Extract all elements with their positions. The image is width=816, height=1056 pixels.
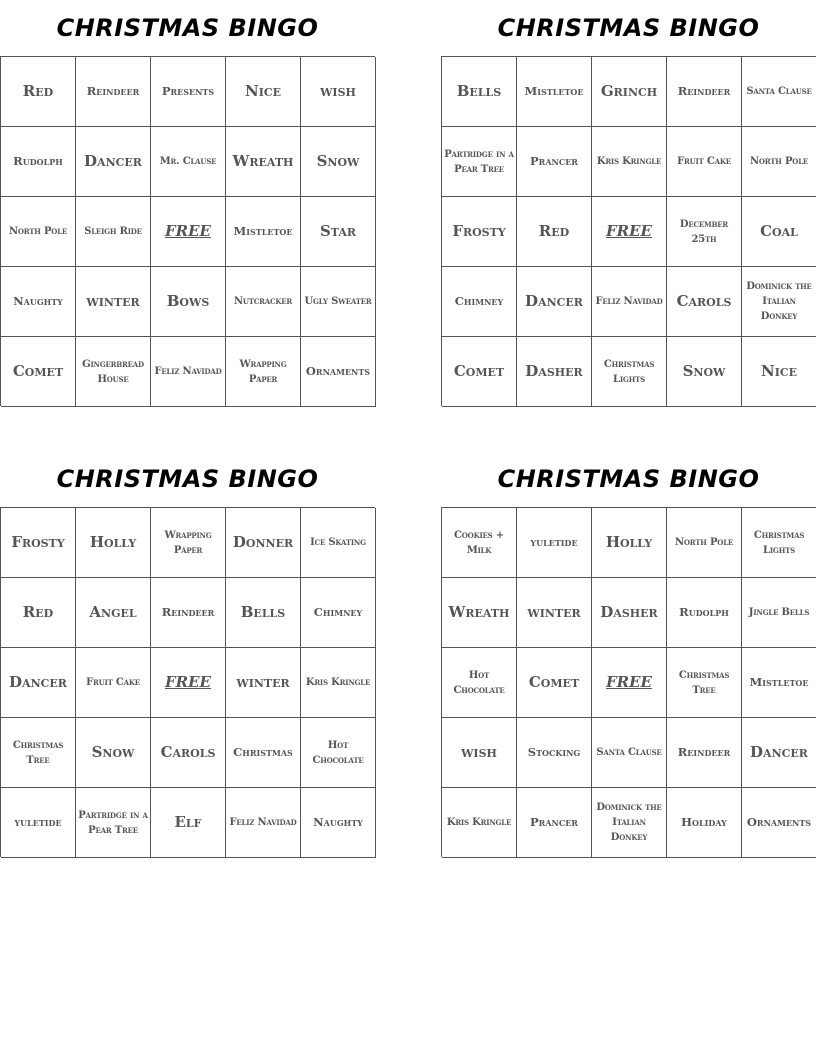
bingo-cell-label: Naughty (313, 815, 363, 829)
bingo-cell (442, 508, 517, 578)
bingo-cell-label: Fruit Cake (677, 156, 731, 167)
bingo-cell (301, 197, 376, 267)
bingo-cell-label: Christmas Tree (12, 739, 64, 766)
bingo-cell (667, 57, 742, 127)
bingo-cell-label: Mr. Clause (159, 156, 217, 167)
bingo-card-2 (441, 0, 816, 406)
bingo-cell-label: yuletide (530, 535, 578, 549)
bingo-cell (226, 508, 301, 578)
card-title: CHRISTMAS BINGO (56, 465, 319, 493)
bingo-cell-label: Reindeer (86, 84, 140, 98)
bingo-cell (667, 718, 742, 788)
bingo-cell (151, 718, 226, 788)
bingo-cell-label: Gingerbread House (82, 358, 144, 385)
bingo-cell-label: Fruit Cake (86, 677, 140, 688)
bingo-cell (1, 127, 76, 197)
bingo-cell-label: Prancer (530, 154, 578, 168)
bingo-cell (76, 508, 151, 578)
bingo-cell (442, 648, 517, 718)
bingo-cell (742, 508, 816, 578)
bingo-cell (742, 57, 816, 127)
bingo-cell-label: Feliz Navidad (595, 296, 663, 307)
bingo-cell (1, 267, 76, 337)
bingo-cell (1, 337, 76, 407)
bingo-cell (226, 648, 301, 718)
bingo-cell-label: Mistletoe (749, 675, 809, 689)
bingo-cell-label: Feliz Navidad (229, 817, 297, 828)
card-title: CHRISTMAS BINGO (497, 14, 760, 42)
bingo-cell-label: Bells (240, 603, 286, 621)
bingo-cell-label: Star (319, 222, 357, 240)
bingo-cell-label: Nutcracker (233, 296, 293, 307)
bingo-cell (592, 788, 667, 858)
bingo-cell-label: Red (22, 82, 54, 100)
bingo-cell-label: Comet (528, 673, 580, 691)
bingo-cell-label: Wreath (232, 152, 294, 170)
bingo-cell-label: Stocking (527, 745, 581, 759)
bingo-cell-label: Santa Clause (746, 86, 812, 97)
bingo-cell-label: Dancer (9, 673, 67, 691)
bingo-cell-label: wish (320, 82, 356, 100)
bingo-cell-label: Ornaments (746, 815, 812, 829)
bingo-cell (76, 197, 151, 267)
bingo-cell (301, 718, 376, 788)
bingo-cell-label: Grinch (600, 82, 658, 100)
bingo-cell-label: Holly (605, 533, 653, 551)
bingo-cell (226, 197, 301, 267)
bingo-grid (0, 56, 375, 406)
bingo-cell (226, 57, 301, 127)
bingo-cell-label: Kris Kringle (305, 677, 371, 688)
bingo-cell (301, 127, 376, 197)
bingo-cell-label: Mistletoe (233, 224, 293, 238)
bingo-grid (441, 56, 816, 406)
bingo-cell-label: Christmas Lights (753, 529, 805, 556)
bingo-cell-label: Christmas Lights (603, 358, 655, 385)
bingo-cell-label: Frosty (452, 222, 506, 240)
bingo-cell (592, 337, 667, 407)
bingo-cell (517, 127, 592, 197)
bingo-cell-label: Comet (12, 362, 64, 380)
bingo-cell-label: Ice Skating (310, 537, 366, 548)
bingo-cell-label: Snow (682, 362, 726, 380)
bingo-cell-label: Naughty (13, 294, 63, 308)
bingo-cell (76, 57, 151, 127)
free-space-cell (592, 197, 667, 267)
bingo-cell (226, 337, 301, 407)
bingo-cell-label: Jingle Bells (748, 607, 810, 618)
bingo-cell (667, 508, 742, 578)
bingo-cell-label: Chimney (454, 294, 504, 308)
bingo-cell (667, 267, 742, 337)
bingo-cell-label: Kris Kringle (446, 817, 512, 828)
bingo-cell-label: Rudolph (13, 154, 63, 168)
bingo-cell (301, 267, 376, 337)
bingo-cell-label: Hot Chocolate (312, 739, 364, 766)
bingo-cell (301, 788, 376, 858)
bingo-cell (742, 337, 816, 407)
bingo-cell (592, 267, 667, 337)
bingo-cell (742, 788, 816, 858)
bingo-cell-label: Dominick the Italian Donkey (596, 802, 662, 843)
bingo-cell (442, 337, 517, 407)
bingo-cell-label: FREE (606, 673, 652, 691)
bingo-cell (76, 788, 151, 858)
bingo-cell-label: Elf (174, 813, 202, 831)
bingo-cell (742, 267, 816, 337)
bingo-cell-label: Prancer (530, 815, 578, 829)
free-space-cell (151, 197, 226, 267)
bingo-card-3 (0, 451, 375, 857)
bingo-cell (301, 337, 376, 407)
bingo-cell-label: Carols (160, 743, 216, 761)
bingo-cell-label: Snow (316, 152, 360, 170)
bingo-cell (667, 197, 742, 267)
bingo-grid (0, 507, 375, 857)
bingo-cell (226, 788, 301, 858)
bingo-cell (226, 267, 301, 337)
bingo-cell (442, 718, 517, 788)
bingo-cell (517, 718, 592, 788)
bingo-cell (301, 578, 376, 648)
bingo-cell (151, 127, 226, 197)
bingo-cell (151, 267, 226, 337)
bingo-cell (226, 578, 301, 648)
bingo-cell (742, 648, 816, 718)
bingo-cell (517, 788, 592, 858)
bingo-cell-label: Christmas Tree (678, 669, 730, 696)
bingo-cell-label: Wrapping Paper (164, 529, 212, 556)
bingo-cell (226, 127, 301, 197)
bingo-cell-label: Dasher (600, 603, 658, 621)
bingo-cell (442, 57, 517, 127)
bingo-cell (517, 337, 592, 407)
bingo-cell-label: North Pole (8, 226, 68, 237)
bingo-cell-label: Dasher (525, 362, 583, 380)
bingo-cell-label: Bows (166, 292, 210, 310)
bingo-cell-label: Dancer (84, 152, 142, 170)
bingo-cell (76, 648, 151, 718)
bingo-cell (1, 788, 76, 858)
bingo-cell-label: Cookies + Milk (454, 529, 504, 556)
bingo-cell (517, 648, 592, 718)
card-title: CHRISTMAS BINGO (497, 465, 760, 493)
bingo-cell (742, 718, 816, 788)
bingo-cell-label: Carols (676, 292, 732, 310)
bingo-cell-label: FREE (165, 673, 211, 691)
bingo-cell (76, 718, 151, 788)
bingo-cell (517, 267, 592, 337)
bingo-card-1 (0, 0, 375, 406)
bingo-cell (742, 578, 816, 648)
free-space-cell (151, 648, 226, 718)
bingo-cell-label: FREE (165, 222, 211, 240)
bingo-cell-label: winter (86, 292, 140, 310)
bingo-cell (592, 578, 667, 648)
bingo-cell-label: Ornaments (305, 364, 371, 378)
bingo-cell-label: Hot Chocolate (453, 669, 505, 696)
bingo-cell (592, 57, 667, 127)
bingo-cell-label: Red (22, 603, 54, 621)
bingo-cell (442, 127, 517, 197)
bingo-cell (742, 127, 816, 197)
bingo-cell-label: Santa Clause (596, 747, 662, 758)
bingo-cell-label: Partridge in a Pear Tree (78, 809, 148, 836)
bingo-cell (1, 57, 76, 127)
bingo-cell (151, 788, 226, 858)
bingo-cell (151, 337, 226, 407)
bingo-cell (592, 127, 667, 197)
bingo-cell (76, 337, 151, 407)
bingo-cell-label: Feliz Navidad (154, 366, 222, 377)
bingo-cell (517, 508, 592, 578)
bingo-cell-label: Snow (91, 743, 135, 761)
bingo-cell (1, 648, 76, 718)
bingo-cell-label: Frosty (11, 533, 65, 551)
bingo-cell-label: Holly (89, 533, 137, 551)
bingo-cell (442, 197, 517, 267)
bingo-cell (667, 337, 742, 407)
bingo-cell (667, 127, 742, 197)
bingo-cell (151, 508, 226, 578)
bingo-cell (517, 578, 592, 648)
bingo-cell (226, 718, 301, 788)
bingo-cell-label: Mistletoe (524, 84, 584, 98)
bingo-cell (76, 267, 151, 337)
bingo-cell-label: Wreath (448, 603, 510, 621)
bingo-cell (442, 788, 517, 858)
bingo-cell (517, 197, 592, 267)
bingo-cell (1, 197, 76, 267)
bingo-cell (301, 508, 376, 578)
bingo-cell (667, 648, 742, 718)
bingo-grid (441, 507, 816, 857)
bingo-cell (301, 648, 376, 718)
bingo-cell-label: Reindeer (677, 745, 731, 759)
bingo-cell (667, 578, 742, 648)
bingo-cell (667, 788, 742, 858)
bingo-cell (151, 57, 226, 127)
bingo-cell-label: winter (236, 673, 290, 691)
bingo-cell (442, 578, 517, 648)
bingo-cell-label: Rudolph (679, 605, 729, 619)
bingo-cell-label: North Pole (674, 537, 734, 548)
bingo-cell-label: Comet (453, 362, 505, 380)
bingo-cell-label: winter (527, 603, 581, 621)
bingo-cell-label: Nice (761, 362, 797, 380)
bingo-cell (1, 578, 76, 648)
bingo-cell-label: yuletide (14, 815, 62, 829)
free-space-cell (592, 648, 667, 718)
bingo-cell-label: Angel (89, 603, 137, 621)
bingo-cell (1, 718, 76, 788)
bingo-cell (76, 127, 151, 197)
bingo-cell-label: North Pole (749, 156, 809, 167)
bingo-cell-label: Dominick the Italian Donkey (746, 281, 812, 322)
bingo-cell-label: Chimney (313, 605, 363, 619)
bingo-cell-label: Wrapping Paper (239, 358, 287, 385)
bingo-cell (151, 578, 226, 648)
bingo-cell-label: wish (461, 743, 497, 761)
bingo-cell-label: Sleigh Ride (84, 226, 142, 237)
bingo-cell (442, 267, 517, 337)
bingo-cell-label: Dancer (525, 292, 583, 310)
bingo-card-4 (441, 451, 816, 857)
bingo-cell-label: Presents (161, 84, 215, 98)
bingo-cell-label: Nice (245, 82, 281, 100)
bingo-cell-label: Bells (456, 82, 502, 100)
bingo-cell-label: Donner (232, 533, 294, 551)
bingo-cell-label: Partridge in a Pear Tree (444, 148, 514, 175)
bingo-cell-label: Christmas (233, 745, 293, 759)
bingo-cell-label: Coal (760, 222, 798, 240)
bingo-cell (1, 508, 76, 578)
bingo-cell-label: Reindeer (677, 84, 731, 98)
bingo-cell (592, 508, 667, 578)
bingo-cell (76, 578, 151, 648)
bingo-cell-label: Kris Kringle (596, 156, 662, 167)
bingo-cell (592, 718, 667, 788)
bingo-cell-label: Red (538, 222, 570, 240)
card-title: CHRISTMAS BINGO (56, 14, 319, 42)
bingo-cell-label: Dancer (750, 743, 808, 761)
bingo-cell (517, 57, 592, 127)
bingo-cell-label: Reindeer (161, 605, 215, 619)
bingo-cell (301, 57, 376, 127)
bingo-cell-label: Ugly Sweater (304, 296, 372, 307)
bingo-cell-label: Holiday (681, 815, 727, 829)
bingo-cell (742, 197, 816, 267)
bingo-cell-label: December 25th (679, 218, 729, 245)
bingo-cell-label: FREE (606, 222, 652, 240)
